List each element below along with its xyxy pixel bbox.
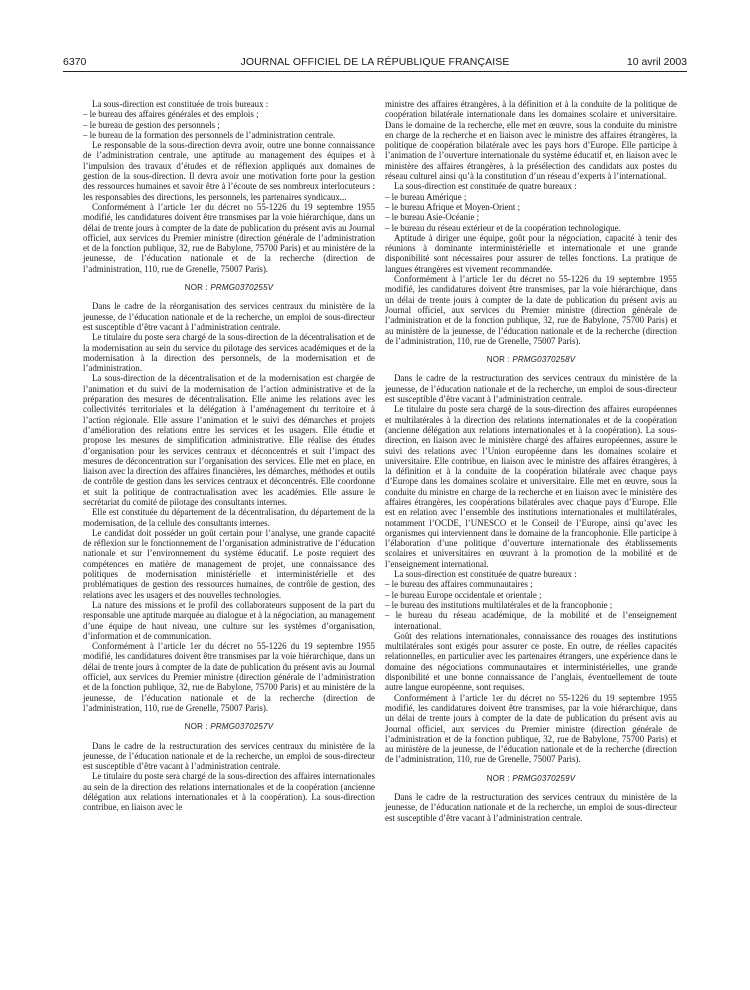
nor-reference	[83, 722, 375, 732]
nor-code: PRMG0370259V	[512, 773, 576, 783]
nor-label: NOR :	[184, 722, 211, 732]
list-item: – le bureau Asie-Océanie ;	[385, 212, 480, 223]
nor-code: PRMG0370258V	[512, 355, 576, 365]
paragraph: Conformément à l’article 1er du décret no 55-1226 du 19 septembre 1955 modifié, les candidatures doivent être transmises par la voie hiérarchique, dans un délai de trente jours à compter de la date de publication du présent avis au Journal officiel, aux services du Premier ministre (direction générale de l’administration et de la fonction publique, 32, rue de Babylone, 75700 Paris) et au ministère de la jeunesse, de l’éducation nationale et de la recherche (direction de l’administration, 110, rue de Grenelle, 75007 Paris).	[83, 201, 375, 274]
paragraph: Conformément à l’article 1er du décret no 55-1226 du 19 septembre 1955 modifié, les candidatures doivent être transmises, par la voie hiérarchique, dans un délai de trente jours à compter de la date de publication du présent avis au Journal officiel, aux services du Premier ministre (direction générale de l’administration et de la fonction publique, 32, rue de Babylone, 75700 Paris) et au ministère de la jeunesse, de l’éducation nationale et de la recherche (direction de l’administration, 110, rue de Grenelle, 75007 Paris).	[385, 274, 677, 346]
paragraph: La sous-direction est constituée de quatre bureaux :	[394, 569, 577, 580]
publication-date: 10 avril 2003	[626, 56, 687, 68]
paragraph: Conformément à l’article 1er du décret no 55-1226 du 19 septembre 1955 modifié, les candidatures doivent être transmises, par la voie hiérarchique, dans un délai de trente jours à compter de la date de publication du présent avis au Journal officiel, aux services du Premier ministre (direction générale de l’administration et de la fonction publique, 32, rue de Babylone, 75700 Paris) et au ministère de la jeunesse, de l’éducation nationale et de la recherche (direction de l’administration, 110, rue de Grenelle, 75007 Paris).	[385, 692, 677, 765]
list-item: – le bureau Amérique ;	[385, 191, 467, 202]
paragraph: La nature des missions et le profil des collaborateurs supposent de la part du responsable une aptitude marquée au dialogue et à la négociation, au management d’une équipe de haut niveau, une culture sur les systèmes d’organisation, d’information et de communication.	[83, 599, 375, 641]
nor-reference	[83, 283, 375, 293]
list-item: – le bureau des affaires communautaires ;	[385, 579, 533, 590]
paragraph: La sous-direction est constituée de trois bureaux :	[92, 99, 269, 109]
nor-label: NOR :	[486, 355, 513, 365]
nor-reference	[385, 774, 677, 784]
nor-label: NOR :	[486, 773, 513, 783]
paragraph: Dans le cadre de la restructuration des services centraux du ministère de la jeunesse, de l’éducation nationale et de la recherche, un emploi de sous-directeur est susceptible d’être vacant à l’administration centrale.	[83, 740, 375, 772]
paragraph: ministre des affaires étrangères, à la définition et à la conduite de la politique de coopération bilatérale internationale dans les domaines scolaire et universitaire. Dans le domaine de la recherche, elle met en œuvre, sous la conduite du ministre en charge de la recherche et en liaison avec le ministre des affaires étrangères, la politique de coopération bilatérale avec les pays hors d’Europe. Elle participe à l’animation de l’ouverture internationale du système éducatif et, en liaison avec le ministère des affaires étrangères, à la présélection des candidats aux postes du réseau culturel ainsi qu’à la constitution d’un réseau d’experts à l’international.	[385, 99, 677, 182]
list-item: – le bureau du réseau extérieur et de la coopération technologique.	[385, 222, 621, 233]
paragraph: Aptitude à diriger une équipe, goût pour la négociation, capacité à tenir des réunions à dominante interministérielle et internationale et une grande disponibilité sont nécessaires pour assurer de telles fonctions. La pratique de langues étrangères est vivement recommandée.	[385, 232, 677, 274]
paragraph: Le responsable de la sous-direction devra avoir, outre une bonne connaissance de l’administration centrale, une aptitude au management des équipes et à l’impulsion des travaux d’études et de réflexion appliqués aux domaines de gestion de la sous-direction. Il devra avoir une motivation forte pour la gestion des ressources humaines et savoir être à l’écoute de ses nombreux interlocuteurs : les responsables des directions, les personnels, les partenaires syndicaux...	[83, 140, 375, 202]
nor-code: PRMG0370255V	[210, 283, 274, 293]
paragraph: Conformément à l’article 1er du décret no 55-1226 du 19 septembre 1955 modifié, les candidatures doivent être transmises par la voie hiérarchique, dans un délai de trente jours à compter de la date de publication du présent avis au Journal officiel, aux services du Premier ministre (direction générale de l’administration et de la fonction publique, 32, rue de Babylone, 75700 Paris) et au ministère de la jeunesse, de l’éducation nationale et de la recherche (direction de l’administration, 110, rue de Grenelle, 75007 Paris).	[83, 641, 375, 713]
nor-label: NOR :	[184, 283, 211, 293]
nor-reference	[385, 355, 677, 365]
list-item: – le bureau de la formation des personnels de l’administration centrale.	[83, 129, 336, 140]
list-item: – le bureau des affaires générales et des emplois ;	[83, 109, 259, 120]
paragraph: Dans le cadre de la réorganisation des services centraux du ministère de la jeunesse, de l’éducation nationale et de la recherche, un emploi de sous-directeur est susceptible d’être vacant à l’administration centrale.	[83, 301, 375, 332]
header-rule	[63, 71, 687, 72]
paragraph: Dans le cadre de la restructuration des services centraux du ministère de la jeunesse, de l’éducation nationale et de la recherche, un emploi de sous-directeur est susceptible d’être vacant à l’administration centrale.	[385, 373, 677, 405]
page-header	[63, 56, 687, 70]
paragraph: Le titulaire du poste sera chargé de la sous-direction de la décentralisation et de la modernisation au sein du service du pilotage des services académiques et de la modernisation à la direction des personnels, de la modernisation et de l’administration.	[83, 332, 375, 374]
list-item: – le bureau Afrique et Moyen-Orient ;	[385, 201, 521, 212]
list-item: – le bureau du réseau académique, de la mobilité et de l’enseignement international.	[385, 610, 677, 631]
paragraph: Goût des relations internationales, connaissance des rouages des institutions multilatérales sont exigés pour assurer ce poste. En outre, de réelles capacités relationnelles, en particulier avec les partenaires étrangers, une expérience dans le domaine des négociations communautaires et interministérielles, une grande disponibilité et une bonne connaissance de l’anglais, éventuellement de toute autre langue européenne, sont requises.	[385, 630, 677, 693]
paragraph: Le candidat doit posséder un goût certain pour l’analyse, une grande capacité de réflexion sur le fonctionnement de l’organisation administrative de l’éducation nationale et sur l’environnement du système éducatif. Le poste requiert des compétences en matière de management de projet, une connaissance des politiques de modernisation ministérielle et interministérielle et des problématiques de gestion des ressources humaines, de contrôle de gestion, des relations avec les usagers et des nouvelles technologies.	[83, 527, 375, 600]
left-column	[83, 99, 375, 813]
right-column	[385, 99, 677, 823]
list-item: – le bureau des institutions multilatérales et de la francophonie ;	[385, 599, 613, 610]
paragraph: Elle est constituée du département de la décentralisation, du département de la modernisation, de la cellule des consultants internes.	[83, 507, 375, 528]
paragraph: La sous-direction est constituée de quatre bureaux :	[394, 181, 577, 192]
paragraph: Le titulaire du poste sera chargé de la sous-direction des affaires internationales au sein de la direction des relations internationales et de la coopération (ancienne délégation aux relations internationales et à la coopération). La sous-direction contribue, en liaison avec le	[83, 771, 375, 813]
paragraph: La sous-direction de la décentralisation et de la modernisation est chargée de l’animation et du suivi de la modernisation de l’action administrative et de la préparation des mesures de décentralisation. Elle anime les relations avec les collectivités territoriales et la délégation à l’aménagement du territoire et à l’action régionale. Elle assure l’animation et le suivi des démarches et projets d’amélioration des relations entre les services et les usagers. Elle étudie et propose les mesures de simplification administrative. Elle réalise des études d’organisation pour les services centraux et déconcentrés et suit l’impact des mesures de déconcentration sur l’organisation des services. Elle met en place, en liaison avec la direction des affaires financières, les démarches, méthodes et outils de contrôle de gestion dans les services centraux et déconcentrés. Elle coordonne et suit la politique de contractualisation avec les académies. Elle assure le secrétariat du comité de pilotage des consultants internes.	[83, 373, 375, 507]
list-item: – le bureau Europe occidentale et orientale ;	[385, 589, 542, 600]
page-number: 6370	[63, 56, 87, 68]
list-item: – le bureau de gestion des personnels ;	[83, 119, 220, 130]
paragraph: Le titulaire du poste sera chargé de la sous-direction des affaires européennes et multilatérales à la direction des relations internationales et de la coopération (ancienne délégation aux relations internationales et à la coopération). La sous-direction, en liaison avec le ministère chargé des affaires européennes, assure le suivi des relations avec l’Union européenne dans les domaines scolaire et universitaire. Elle contribue, en liaison avec le ministre des affaires étrangères, à la définition et à la conduite de la coopération bilatérale avec chaque pays d’Europe dans les domaines scolaire et universitaire. Elle met en œuvre, sous la conduite du ministre en charge de la recherche et en liaison avec le ministère des affaires étrangères, les coopérations bilatérales avec chaque pays d’Europe. Elle est en relation avec l’ensemble des institutions internationales et multilatérales, notamment l’OCDE, l’UNESCO et le Conseil de l’Europe, ainsi qu’avec les organismes qui interviennent dans le domaine de la francophonie. Elle participe à l’élaboration d’une politique d’ouverture internationale des établissements scolaires et universitaires en œuvrant à la promotion de la mobilité et de l’enseignement international.	[385, 404, 677, 569]
paragraph: Dans le cadre de la restructuration des services centraux du ministère de la jeunesse, de l’éducation nationale et de la recherche, un emploi de sous-directeur est susceptible d’être vacant à l’administration centrale.	[385, 792, 677, 823]
nor-code: PRMG0370257V	[210, 722, 274, 732]
journal-title: JOURNAL OFFICIEL DE LA RÉPUBLIQUE FRANÇAISE	[240, 56, 510, 68]
